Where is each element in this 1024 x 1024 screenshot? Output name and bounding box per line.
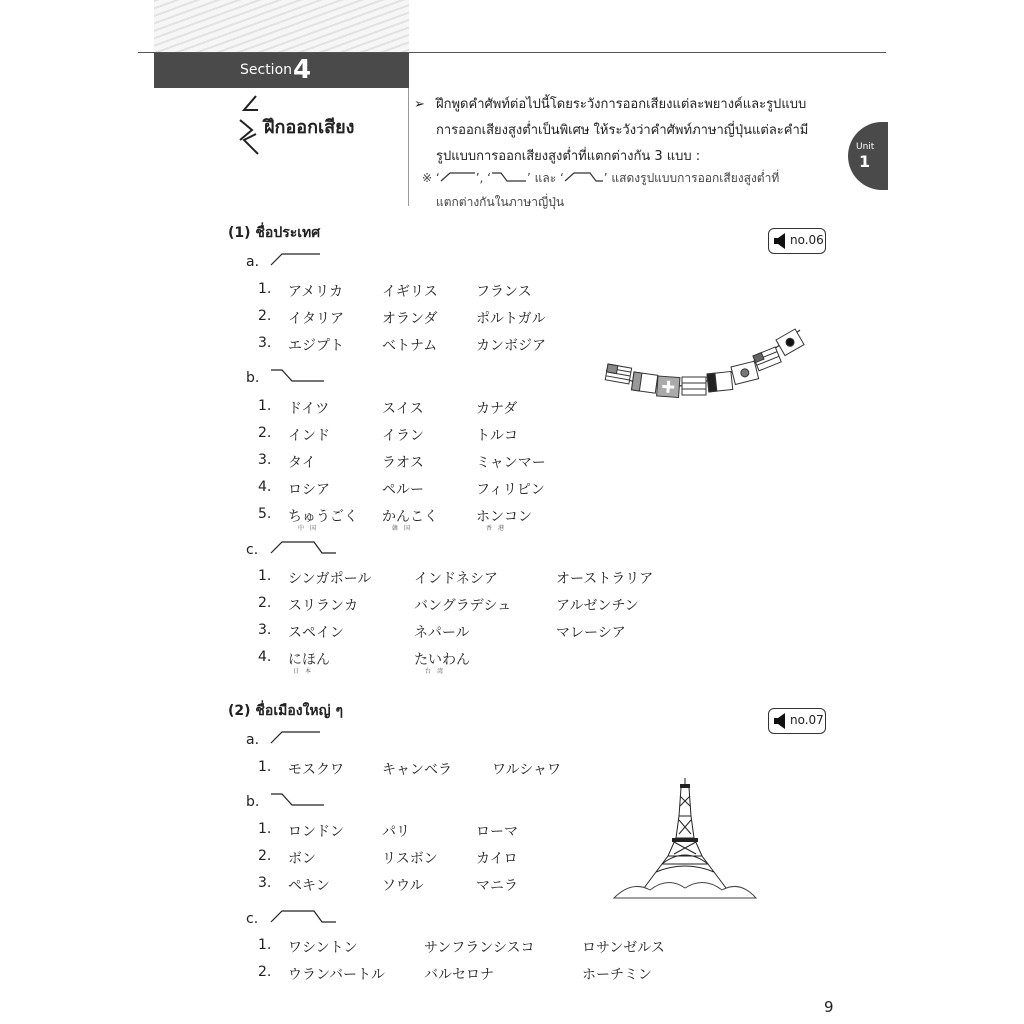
- pitch-rise-icon: [270, 730, 330, 744]
- row-number: 4.: [258, 479, 272, 495]
- row-number: 1.: [258, 759, 272, 775]
- row-number: 2.: [258, 308, 272, 324]
- row-number: 3.: [258, 335, 272, 351]
- word: イギリス: [382, 284, 438, 300]
- word: ラオス: [382, 455, 424, 471]
- word: ローマ: [476, 824, 518, 840]
- section-heading: ฝึกออกเสียง: [264, 117, 355, 138]
- word: イタリア: [288, 311, 344, 327]
- word: パリ: [382, 824, 410, 840]
- word: ドイツ: [288, 401, 330, 417]
- word: オーストラリア: [556, 571, 654, 587]
- pitch-risefall-icon: [270, 909, 340, 923]
- word: オランダ: [382, 311, 438, 327]
- note-text: ’ แสดงรูปแบบการออกเสียงสูงต่ำที่: [603, 171, 780, 185]
- word: ミャンマー: [476, 455, 546, 471]
- word: ネパール: [414, 625, 470, 641]
- sound-burst-icon: [236, 94, 264, 156]
- audio-track-label: no.06: [790, 233, 824, 247]
- flags-garland-illustration: [600, 322, 810, 412]
- row-number: 2.: [258, 848, 272, 864]
- word: カイロ: [476, 851, 518, 867]
- word: イラン: [382, 428, 424, 444]
- section-label: Section: [240, 62, 293, 78]
- word: ウランバートル: [288, 967, 386, 983]
- word: ペルー: [382, 482, 424, 498]
- word: カンボジア: [476, 338, 546, 354]
- kanji-reading: 日 本: [293, 668, 312, 675]
- unit-label: Unit: [856, 142, 875, 152]
- word: エジプト: [288, 338, 344, 354]
- word: リスボン: [382, 851, 438, 867]
- pitch-rise-icon: [270, 252, 330, 266]
- word: バングラデシュ: [414, 598, 512, 614]
- kanji-reading: 中 国: [298, 525, 317, 532]
- row-number: 1.: [258, 821, 272, 837]
- eiffel-tower-illustration: [610, 776, 760, 900]
- word: ソウル: [382, 878, 424, 894]
- word: ワシントン: [288, 940, 358, 956]
- audio-track-button[interactable]: [768, 708, 826, 734]
- word: キャンベラ: [382, 762, 452, 778]
- word: にほん: [288, 652, 330, 668]
- group-letter: b.: [246, 370, 260, 386]
- note-text: ‘: [435, 171, 440, 185]
- pitch-fall-icon: [491, 172, 527, 182]
- note-text: ’ และ ‘: [526, 171, 564, 185]
- word: スペイン: [288, 625, 344, 641]
- unit-number: 1: [859, 152, 871, 171]
- pitch-risefall-icon: [270, 540, 340, 554]
- arrow-bullet-icon: ➢: [414, 97, 425, 112]
- word: マレーシア: [556, 625, 626, 641]
- section-number: 4: [293, 55, 312, 85]
- instruction-line: ฝึกพูดคำศัพท์ต่อไปนี้โดยระวังการออกเสียงแต่ละพยางค์และรูปแบบ: [436, 97, 807, 112]
- word: スイス: [382, 401, 424, 417]
- word: フランス: [476, 284, 532, 300]
- word: タイ: [288, 455, 316, 471]
- word: ロシア: [288, 482, 330, 498]
- header-hatch: [154, 0, 409, 53]
- word: トルコ: [476, 428, 518, 444]
- row-number: 1.: [258, 281, 272, 297]
- pitch-risefall-icon: [564, 172, 604, 182]
- word: アルゼンチン: [556, 598, 639, 614]
- pitch-rise-icon: [440, 172, 476, 182]
- word: ボン: [288, 851, 316, 867]
- part-title: (2) ชื่อเมืองใหญ่ ๆ: [228, 703, 343, 719]
- unit-tab: [848, 122, 888, 190]
- word: ロンドン: [288, 824, 344, 840]
- row-number: 1.: [258, 568, 272, 584]
- group-letter: a.: [246, 254, 260, 270]
- word: ロサンゼルス: [582, 940, 665, 956]
- word: サンフランシスコ: [424, 940, 535, 956]
- part-title: (1) ชื่อประเทศ: [228, 225, 321, 241]
- word: アメリカ: [288, 284, 344, 300]
- speaker-icon: [773, 713, 787, 729]
- word: かんこく: [382, 509, 438, 525]
- row-number: 2.: [258, 964, 272, 980]
- word: インドネシア: [414, 571, 498, 587]
- kanji-reading: 台 湾: [425, 668, 444, 675]
- word: カナダ: [476, 401, 518, 417]
- kanji-reading: 韓 国: [392, 525, 411, 532]
- row-number: 1.: [258, 937, 272, 953]
- audio-track-label: no.07: [790, 713, 824, 727]
- pitch-fall-icon: [270, 368, 330, 382]
- row-number: 2.: [258, 425, 272, 441]
- word: ワルシャワ: [492, 762, 561, 778]
- instruction-line: การออกเสียงสูงต่ำเป็นพิเศษ ให้ระวังว่าคำศัพท์ภาษาญี่ปุ่นแต่ละคำมี: [436, 123, 809, 138]
- note-text: แตกต่างกันในภาษาญี่ปุ่น: [436, 195, 565, 209]
- word: バルセロナ: [424, 967, 494, 983]
- instruction-line: รูปแบบการออกเสียงสูงต่ำที่แตกต่างกัน 3 แบบ :: [436, 149, 701, 164]
- group-letter: c.: [246, 911, 259, 927]
- word: モスクワ: [288, 762, 344, 778]
- word: シンガポール: [288, 571, 372, 587]
- row-number: 1.: [258, 398, 272, 414]
- row-number: 5.: [258, 506, 272, 522]
- group-letter: b.: [246, 794, 260, 810]
- row-number: 3.: [258, 875, 272, 891]
- row-number: 4.: [258, 649, 272, 665]
- kanji-reading: 香 港: [486, 525, 505, 532]
- header-divider: [408, 88, 409, 206]
- word: ペキン: [288, 878, 330, 894]
- audio-track-button[interactable]: [768, 228, 826, 254]
- word: ベトナム: [382, 338, 438, 354]
- row-number: 2.: [258, 595, 272, 611]
- pitch-fall-icon: [270, 792, 330, 806]
- word: たいわん: [414, 652, 470, 668]
- note-mark: ※: [422, 171, 433, 185]
- word: ホーチミン: [582, 967, 652, 983]
- row-number: 3.: [258, 622, 272, 638]
- word: ポルトガル: [476, 311, 546, 327]
- word: インド: [288, 428, 330, 444]
- speaker-icon: [773, 233, 787, 249]
- word: スリランカ: [288, 598, 358, 614]
- page-number: 9: [824, 998, 834, 1016]
- section-banner: [154, 53, 409, 88]
- word: マニラ: [476, 878, 518, 894]
- group-letter: a.: [246, 732, 260, 748]
- word: ちゅうごく: [288, 509, 358, 525]
- word: ホンコン: [476, 509, 532, 525]
- group-letter: c.: [246, 542, 259, 558]
- word: フィリピン: [476, 482, 545, 498]
- row-number: 3.: [258, 452, 272, 468]
- note-text: ’, ‘: [475, 171, 491, 185]
